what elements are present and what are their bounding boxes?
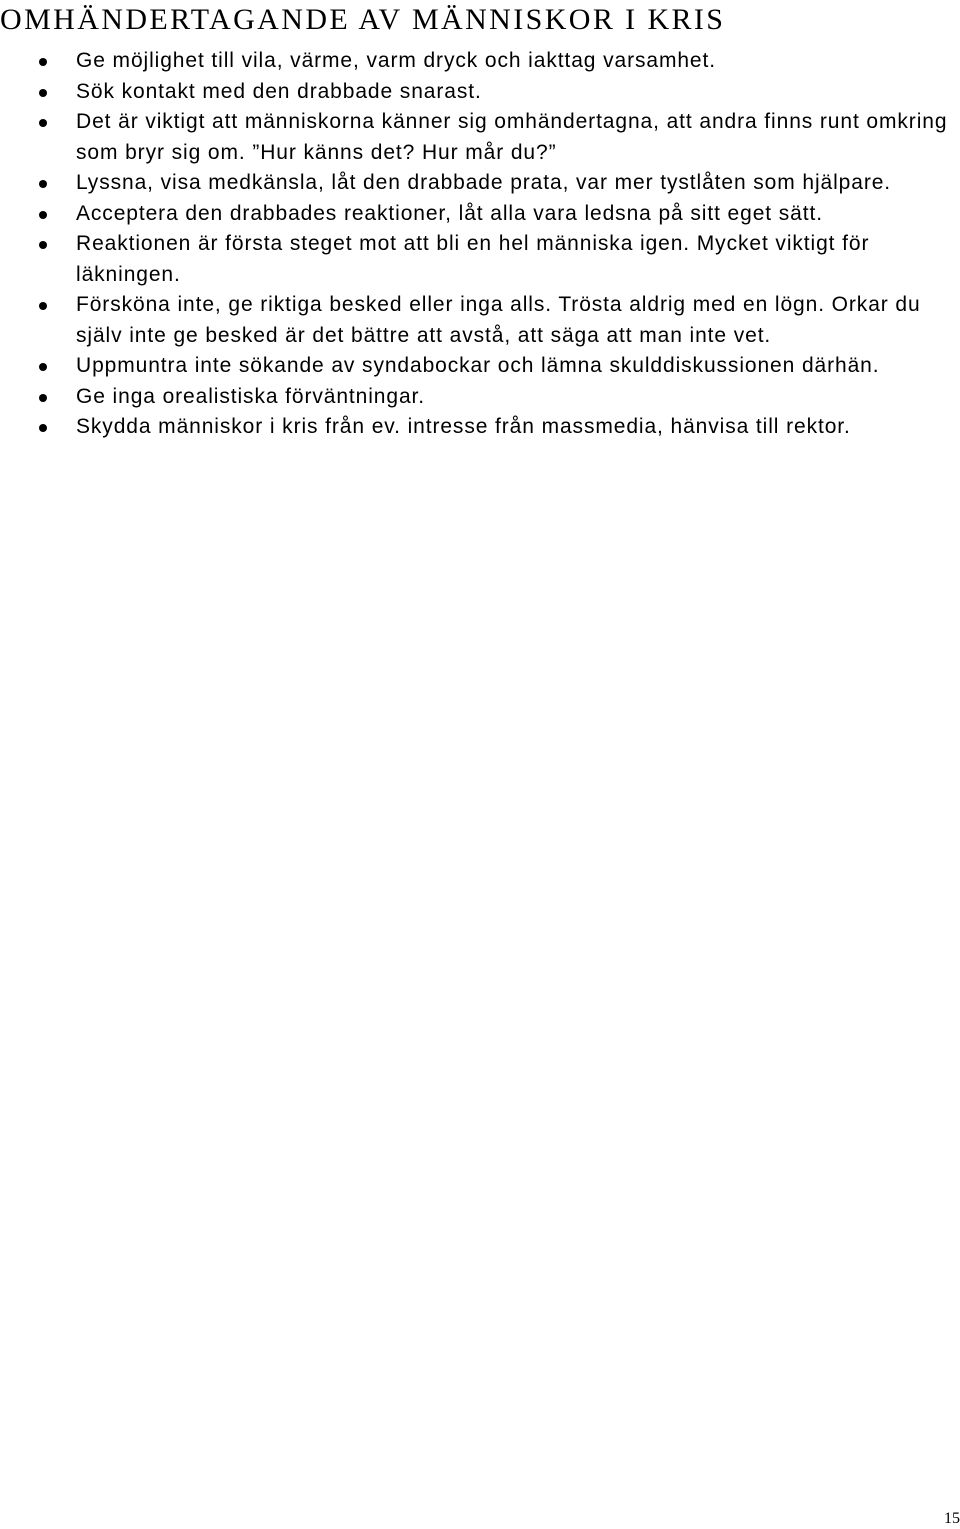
list-item: Ge möjlighet till vila, värme, varm dryck och iakttag varsamhet.: [0, 46, 952, 77]
list-item: Skydda människor i kris från ev. intresse från massmedia, hänvisa till rektor.: [0, 412, 952, 443]
list-item: Reaktionen är första steget mot att bli en hel människa igen. Mycket viktigt för läkningen.: [0, 229, 952, 290]
list-item: Sök kontakt med den drabbade snarast.: [0, 77, 952, 108]
list-item: Det är viktigt att människorna känner sig omhändertagna, att andra finns runt omkring som bryr sig om. ”Hur känns det? Hur mår du?”: [0, 107, 952, 168]
list-item: Uppmuntra inte sökande av syndabockar och lämna skulddiskussionen därhän.: [0, 351, 952, 382]
list-item: Försköna inte, ge riktiga besked eller inga alls. Trösta aldrig med en lögn. Orkar du själv inte ge besked är det bättre att avstå, att säga att man inte vet.: [0, 290, 952, 351]
page-number: 15: [944, 1510, 960, 1527]
list-item: Acceptera den drabbades reaktioner, låt alla vara ledsna på sitt eget sätt.: [0, 199, 952, 230]
page-title: OMHÄNDERTAGANDE AV MÄNNISKOR I KRIS: [0, 3, 726, 36]
bullet-list: [0, 46, 952, 443]
list-item: Ge inga orealistiska förväntningar.: [0, 382, 952, 413]
list-item: Lyssna, visa medkänsla, låt den drabbade prata, var mer tystlåten som hjälpare.: [0, 168, 952, 199]
